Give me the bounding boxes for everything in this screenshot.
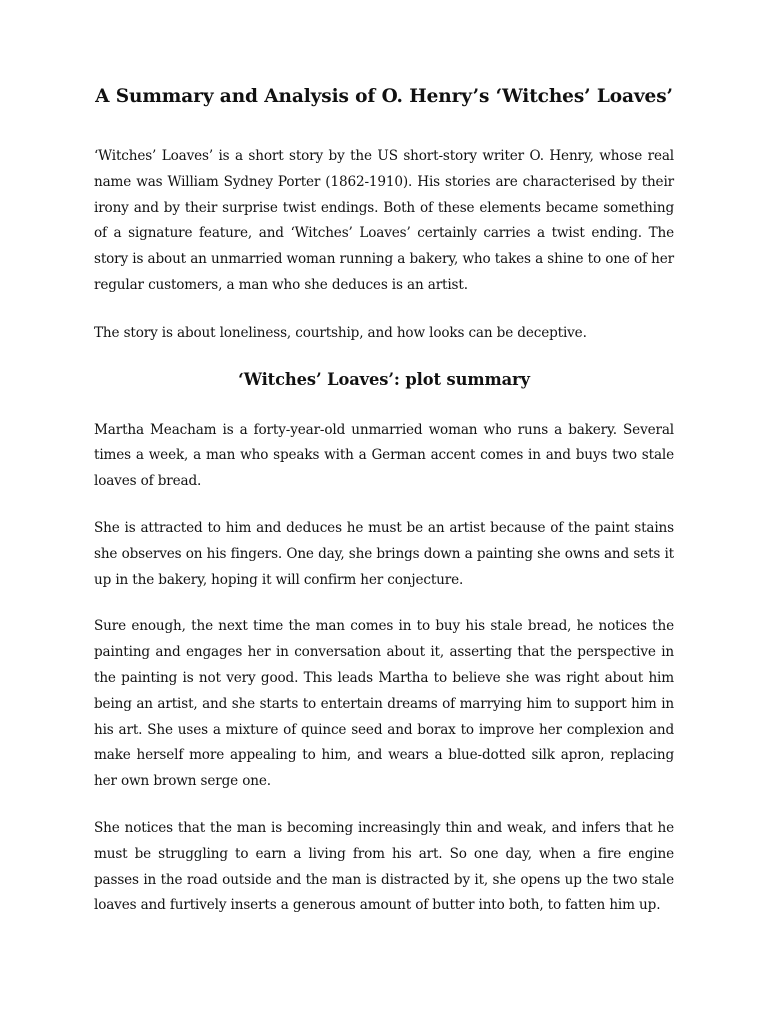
summary-paragraph-4: She notices that the man is becoming increasingly thin and weak, and infers that he must be struggling to earn a living from his art. So one day, when a fire engine passes in the road outside and the man is distracted by it, she opens up the two stale loaves and furtively inserts a generous amount of butter into both, to fatten him up. — [94, 819, 674, 914]
summary-paragraph-3: Sure enough, the next time the man comes in to buy his stale bread, he notices the painting and engages her in conversation about it, asserting that the perspective in the painting is not very good. This leads Martha to believe she was right about him being an artist, and she starts to entertain dreams of marrying him to support him in his art. She uses a mixture of quince seed and borax to improve her complexion and make herself more appealing to him, and wears a blue-dotted silk apron, replacing her own brown serge one. — [94, 618, 674, 790]
summary-paragraph-1: Martha Meacham is a forty-year-old unmarried woman who runs a bakery. Several times a week, a man who speaks with a German accent comes in and buys two stale loaves of bread. — [94, 421, 674, 490]
document-title: A Summary and Analysis of O. Henry’s ‘Witches’ Loaves’ — [95, 86, 673, 107]
intro-paragraph-2: The story is about loneliness, courtship, and how looks can be deceptive. — [94, 324, 587, 341]
section-heading-plot-summary: ‘Witches’ Loaves’: plot summary — [238, 369, 530, 389]
intro-paragraph-1: ‘Witches’ Loaves’ is a short story by the US short-story writer O. Henry, whose real name was William Sydney Porter (1862-1910). His stories are characterised by their irony and by their surprise twist endings. Both of these elements became something of a signature feature, and ‘Witches’ Loaves’ certainly carries a twist ending. The story is about an unmarried woman running a bakery, who takes a shine to one of her regular customers, a man who she deduces is an artist. — [94, 148, 674, 293]
summary-paragraph-2: She is attracted to him and deduces he must be an artist because of the paint stains she observes on his fingers. One day, she brings down a painting she owns and sets it up in the bakery, hoping it will confirm her conjecture. — [94, 519, 674, 588]
